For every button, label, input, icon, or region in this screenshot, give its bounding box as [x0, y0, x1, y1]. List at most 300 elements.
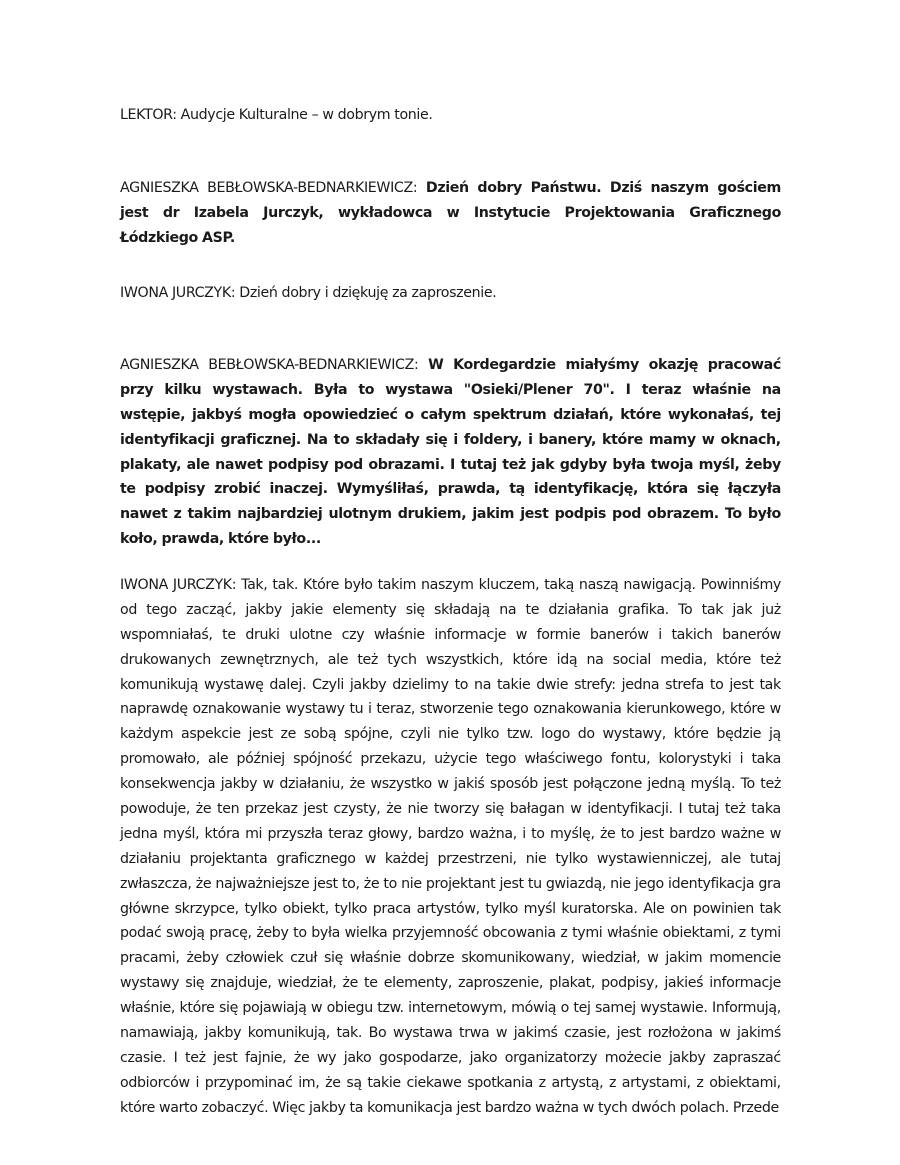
word: taka: [751, 801, 781, 818]
word: człowiek: [225, 950, 284, 967]
word: w: [570, 801, 582, 818]
word: aspekcie: [181, 726, 241, 743]
word: Projektowania: [564, 204, 675, 221]
text-line: [120, 378, 781, 403]
word: właśnie: [692, 381, 751, 398]
word: namawiają,: [120, 1025, 199, 1042]
word: ta: [349, 1099, 364, 1116]
word: obrazem.: [647, 506, 719, 523]
word: wystawach.: [212, 381, 303, 398]
word: gra: [758, 875, 781, 892]
word: wystawie.: [640, 1000, 708, 1017]
word: dziękuję: [332, 285, 389, 301]
word: twoja: [650, 456, 694, 473]
speaker-label: AGNIESZKA: [120, 357, 199, 373]
word: wystawienniczej,: [596, 850, 712, 867]
word: opowiedzieć: [302, 406, 398, 423]
word: powoduje,: [120, 801, 190, 818]
word: sposób: [489, 776, 538, 793]
text-line: [120, 527, 781, 552]
word: obcowania: [482, 925, 556, 942]
word: w: [446, 204, 460, 221]
word: mamy: [648, 431, 696, 448]
speaker-label: BEBŁOWSKA-BEDNARKIEWICZ:: [207, 180, 418, 196]
word: dobrze: [407, 950, 455, 967]
word: wystawa: [385, 381, 453, 398]
word: Dzień: [239, 285, 278, 301]
word: identyfikację,: [533, 481, 639, 498]
word: jest: [616, 1025, 642, 1042]
paragraph-host-question: [120, 353, 781, 552]
word: tak: [759, 676, 781, 693]
word: powinien: [692, 900, 754, 917]
word: nie: [525, 850, 547, 867]
word: identyfikacji: [120, 431, 215, 448]
word: jako: [343, 1049, 372, 1066]
word: im,: [298, 1074, 320, 1091]
word: i: [324, 285, 329, 301]
word: była: [612, 456, 646, 473]
word: wykonałaś,: [667, 406, 754, 423]
word: że: [363, 875, 380, 892]
speaker-label: IWONA: [120, 577, 168, 593]
text-line: [120, 847, 781, 872]
word: że: [599, 825, 616, 842]
word: takie: [496, 676, 531, 693]
word: tylko: [485, 900, 518, 917]
word: dwóch: [631, 1099, 676, 1116]
word: jest: [120, 204, 149, 221]
word: jest: [456, 1099, 481, 1116]
word: z: [696, 1074, 704, 1091]
text-line: [120, 971, 781, 996]
word: warto: [158, 1099, 198, 1116]
word: tego: [497, 701, 529, 718]
word: w: [719, 1025, 731, 1042]
word: która: [647, 481, 688, 498]
word: które: [227, 531, 269, 548]
word: i: [368, 701, 372, 718]
word: jest: [499, 875, 524, 892]
word: które: [729, 701, 765, 718]
word: plakaty,: [120, 456, 182, 473]
word: kilku: [164, 381, 202, 398]
word: to: [709, 676, 724, 693]
word: zrobić: [214, 481, 261, 498]
word: tych: [598, 1099, 628, 1116]
text-line: [120, 722, 781, 747]
word: takim: [377, 577, 417, 593]
word: jakby: [245, 601, 282, 618]
word: graficznej.: [220, 431, 301, 448]
word: dr: [162, 204, 180, 221]
word: Była: [313, 381, 348, 398]
word: Przede: [732, 1099, 779, 1116]
word: które: [673, 726, 709, 743]
word: jakby: [220, 776, 258, 793]
word: że: [195, 875, 212, 892]
word: samej: [594, 1000, 636, 1017]
word: ulotnym: [328, 506, 392, 523]
word: w: [515, 626, 527, 643]
word: czyli: [400, 726, 431, 743]
word: nawet: [215, 456, 263, 473]
word: Jurczyk,: [263, 204, 324, 221]
word: obiektami,: [709, 1074, 781, 1091]
word: mogła: [248, 406, 297, 423]
text-line: [120, 797, 781, 822]
word: tak.: [272, 577, 298, 593]
word: żeby: [256, 925, 289, 942]
word: przyszła: [267, 825, 323, 842]
word: artystów,: [416, 900, 480, 917]
word: w: [647, 950, 659, 967]
word: później: [236, 751, 285, 768]
text-line: [120, 697, 781, 722]
word: i: [528, 431, 533, 448]
word: to: [333, 431, 350, 448]
word: nie: [610, 875, 631, 892]
word: na: [586, 651, 604, 668]
text-line: [120, 403, 781, 428]
word: tymi: [572, 925, 603, 942]
word: żeby: [745, 456, 781, 473]
word: o: [404, 406, 414, 423]
word: to: [358, 381, 375, 398]
word: główne: [120, 900, 169, 917]
word: graficznego: [276, 850, 356, 867]
word: się: [405, 601, 425, 618]
word: bałagan: [509, 801, 565, 818]
text-line: [120, 921, 781, 946]
word: artystą,: [551, 1074, 604, 1091]
word: bardzo: [669, 825, 716, 842]
word: się: [323, 950, 343, 967]
word: fontu,: [610, 751, 651, 768]
word: tego: [485, 751, 517, 768]
word: naprawdę: [120, 701, 188, 718]
word: gospodarze,: [378, 1049, 463, 1066]
word: I: [450, 456, 455, 473]
text-line: [120, 428, 781, 453]
word: projektanta: [189, 850, 268, 867]
word: Państwu.: [530, 180, 602, 196]
word: z: [609, 1074, 617, 1091]
word: obiektami,: [662, 925, 735, 942]
word: jest: [639, 825, 664, 842]
word: mi: [245, 825, 263, 842]
word: podać: [120, 925, 162, 942]
word: gwiazdą,: [545, 875, 606, 892]
word: też: [184, 1049, 206, 1066]
text-line: [120, 1096, 781, 1121]
word: ją: [768, 726, 781, 743]
word: oznakowanie: [192, 701, 281, 718]
word: jest: [520, 506, 549, 523]
word: bardzo: [417, 825, 464, 842]
word: wiedział,: [277, 975, 337, 992]
word: jest: [248, 726, 273, 743]
word: ASP.: [201, 229, 235, 246]
word: z: [173, 506, 182, 523]
text-line: [120, 772, 781, 797]
text-line: [120, 477, 781, 502]
word: Ale: [643, 900, 665, 917]
word: odbiorców: [120, 1074, 190, 1091]
word: ten: [216, 801, 240, 818]
word: podpis: [554, 506, 606, 523]
word: jako: [469, 1049, 498, 1066]
word: obiegu: [326, 1000, 373, 1017]
word: gdyby: [559, 456, 607, 473]
word: To: [678, 601, 693, 618]
word: jak: [531, 456, 555, 473]
word: znajduje,: [210, 975, 272, 992]
word: gościem: [717, 180, 781, 196]
word: prawda,: [437, 481, 501, 498]
word: ważna,: [469, 825, 517, 842]
word: obiekt,: [282, 900, 329, 917]
word: –: [311, 107, 319, 123]
word: się: [485, 801, 505, 818]
word: podpisy: [144, 481, 206, 498]
word: wystawę: [203, 676, 264, 693]
word: też: [724, 801, 746, 818]
word: jak: [732, 601, 753, 618]
word: Bo: [368, 1025, 387, 1042]
speaker-label: BEBŁOWSKA-BEDNARKIEWICZ:: [208, 357, 419, 373]
word: tonie.: [394, 107, 433, 123]
text-line: [120, 673, 781, 698]
word: czuł: [290, 950, 318, 967]
word: tzw.: [506, 726, 534, 743]
word: połączone: [573, 776, 642, 793]
word: informacje: [709, 975, 781, 992]
word: w: [322, 107, 334, 123]
word: pracę,: [209, 925, 252, 942]
word: to: [620, 825, 635, 842]
word: jakieś: [664, 975, 704, 992]
word: żeby: [186, 950, 219, 967]
word: wy: [316, 1049, 337, 1066]
word: Kordegardzie: [453, 357, 556, 373]
word: jest: [543, 776, 568, 793]
word: działaniu,: [279, 776, 345, 793]
word: oknach,: [720, 431, 781, 448]
word: Dzień: [425, 180, 469, 196]
word: Kulturalne: [238, 107, 308, 123]
word: strefa: [665, 676, 704, 693]
word: w: [769, 701, 781, 718]
word: z: [538, 1074, 546, 1091]
word: składają: [434, 601, 490, 618]
speaker-label: IWONA: [120, 285, 168, 301]
word: jakimś: [737, 1025, 781, 1042]
word: promowało,: [120, 751, 200, 768]
text-line: [120, 281, 781, 306]
word: też: [357, 651, 379, 668]
word: to: [454, 676, 469, 693]
text-line: [120, 822, 781, 847]
word: są: [346, 1074, 362, 1091]
word: tego: [146, 601, 177, 618]
text-line: [120, 598, 781, 623]
word: działań,: [553, 406, 614, 423]
word: I: [173, 1049, 178, 1066]
word: i: [739, 751, 744, 768]
word: że: [342, 975, 358, 992]
text-line: [120, 226, 781, 251]
word: pracować: [707, 357, 781, 373]
word: koło,: [120, 531, 158, 548]
word: w: [364, 850, 376, 867]
word: ulotne: [289, 626, 333, 643]
text-line: [120, 946, 781, 971]
paragraph-guest-greeting: [120, 281, 781, 306]
speaker-label: LEKTOR:: [120, 107, 177, 123]
word: naszą: [578, 577, 619, 593]
word: Tak,: [241, 577, 268, 593]
word: nawet: [120, 506, 168, 523]
word: w: [769, 825, 781, 842]
word: podpisy,: [601, 975, 659, 992]
word: stworzenie: [419, 701, 494, 718]
word: takie: [367, 1074, 401, 1091]
word: internetowym,: [408, 1000, 507, 1017]
word: teraz,: [376, 701, 416, 718]
text-line: [120, 502, 781, 527]
word: artystami,: [621, 1074, 691, 1091]
word: taką: [544, 577, 574, 593]
word: social: [612, 651, 652, 668]
word: Dziś: [609, 180, 642, 196]
word: się: [218, 1000, 238, 1017]
word: ale: [186, 456, 210, 473]
word: tzw.: [377, 1000, 404, 1017]
word: miałyśmy: [565, 357, 639, 373]
text-line: [120, 453, 781, 478]
word: wystawy,: [602, 726, 666, 743]
word: nie: [438, 726, 459, 743]
word: jakbyś: [191, 406, 242, 423]
word: pracami,: [120, 950, 180, 967]
word: Na: [306, 431, 328, 448]
word: myślą.: [690, 776, 736, 793]
word: identyfikacji.: [587, 801, 673, 818]
word: banerów: [589, 626, 649, 643]
word: do: [577, 726, 595, 743]
word: tak.: [336, 1025, 363, 1042]
word: wystawy: [120, 975, 180, 992]
word: tutaj: [460, 456, 497, 473]
text-line: [120, 648, 781, 673]
word: jakby: [204, 1025, 242, 1042]
word: przekazu,: [360, 751, 426, 768]
word: zacząć,: [186, 601, 237, 618]
word: organizatorzy: [504, 1049, 598, 1066]
word: zapraszać: [712, 1049, 781, 1066]
word: Łódzkiego: [120, 229, 198, 246]
word: z: [738, 925, 746, 942]
word: logo: [541, 726, 570, 743]
word: ze: [280, 726, 297, 743]
word: konsekwencja: [120, 776, 216, 793]
word: taka: [751, 751, 781, 768]
word: naszym: [421, 577, 474, 593]
word: To: [740, 776, 755, 793]
paragraph-host-greeting: [120, 176, 781, 251]
word: myśl,: [162, 825, 200, 842]
word: mówią: [511, 1000, 557, 1017]
text-line: [120, 353, 781, 378]
word: myśl: [523, 900, 556, 917]
word: które: [120, 1099, 155, 1116]
word: jakimś: [513, 1025, 558, 1042]
word: projektant: [425, 875, 496, 892]
word: spójne,: [343, 726, 393, 743]
word: ważne: [720, 825, 765, 842]
word: się: [185, 975, 205, 992]
word: tak: [701, 601, 724, 618]
word: ale: [207, 751, 229, 768]
word: też: [760, 776, 781, 793]
word: całym: [420, 406, 467, 423]
word: inaczej.: [269, 481, 328, 498]
word: wystawa: [392, 1025, 453, 1042]
word: Graficznego: [689, 204, 781, 221]
word: spektrum: [472, 406, 547, 423]
word: foldery,: [463, 431, 523, 448]
word: te: [525, 601, 540, 618]
word: przekaz: [244, 801, 298, 818]
word: naszym: [650, 180, 709, 196]
word: Więc: [272, 1099, 306, 1116]
word: banerów: [722, 626, 781, 643]
text-line: [120, 103, 781, 128]
word: komunikują: [120, 676, 199, 693]
word: działaniu: [120, 850, 181, 867]
word: okazję: [648, 357, 699, 373]
word: spotkania: [467, 1074, 533, 1091]
word: wielka: [344, 925, 388, 942]
word: dobry: [477, 180, 522, 196]
word: grafika.: [617, 601, 669, 618]
paragraph-lektor: [120, 103, 781, 128]
word: było: [343, 577, 373, 593]
word: ciekawe: [406, 1074, 462, 1091]
word: pojawiają: [242, 1000, 307, 1017]
word: jakim: [472, 506, 515, 523]
word: czasie.: [120, 1049, 167, 1066]
word: to: [383, 875, 397, 892]
word: jego: [634, 875, 664, 892]
word: Izabela: [193, 204, 249, 221]
paragraph-guest-answer: [120, 573, 781, 1121]
word: tylko: [334, 900, 368, 917]
word: i: [195, 1074, 200, 1091]
word: było: [747, 506, 781, 523]
word: na: [474, 676, 492, 693]
text-line: [120, 623, 781, 648]
word: teraz: [328, 825, 363, 842]
word: przypominać: [204, 1074, 293, 1091]
word: tworzy: [433, 801, 480, 818]
word: bardzo: [484, 1099, 532, 1116]
word: czasie,: [564, 1025, 611, 1042]
word: i: [658, 626, 662, 643]
word: każdej: [384, 850, 429, 867]
word: trwa: [459, 1025, 490, 1042]
